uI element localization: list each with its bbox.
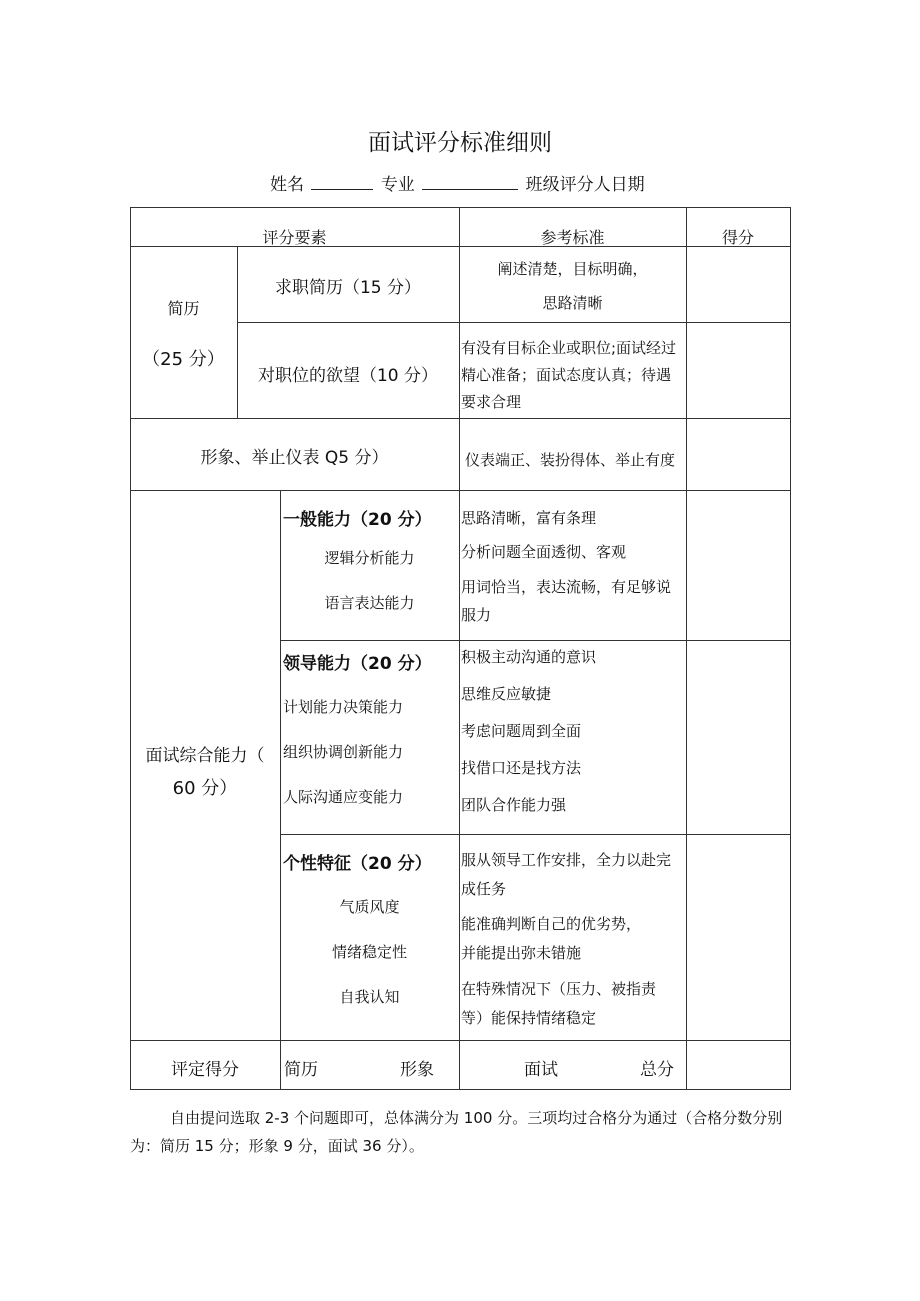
table-column-divider	[686, 207, 687, 1090]
standard-line: 思路清晰	[542, 294, 603, 312]
table-border-right	[790, 207, 791, 1090]
table-rule	[130, 490, 790, 491]
class-label: 班级评分人日期	[525, 175, 645, 195]
table-column-divider	[237, 246, 238, 418]
table-rule	[130, 418, 790, 419]
group-subitem: 自我认知	[339, 988, 400, 1006]
table-rule	[237, 322, 790, 323]
name-label: 姓名	[270, 175, 304, 195]
image-row-label: 形象、举止仪表 Q5 分）	[200, 448, 389, 468]
standard-line: 有没有目标企业或职位;面试经过	[461, 339, 677, 357]
footnote: 自由提问选取 2-3 个问题即可，总体满分为 100 分。三项均过合格分为通过（合格分数分别为：简历 15 分；形象 9 分，面试 36 分）。	[130, 1109, 783, 1155]
standard-line: 精心准备；面试态度认真；待遇	[461, 366, 672, 384]
final-image-label: 形象	[400, 1060, 434, 1080]
table-border-left	[130, 207, 131, 1090]
image-row-standard: 仪表端正、装扮得体、举止有度	[465, 451, 676, 469]
major-blank	[422, 174, 518, 190]
header-score: 得分	[721, 228, 754, 247]
final-interview-label: 面试	[524, 1060, 558, 1080]
resume-item-cv: 求职简历（15 分）	[274, 278, 422, 298]
name-blank	[311, 174, 373, 190]
standard-line: 分析问题全面透彻、客观	[461, 543, 627, 561]
table-border-bottom	[130, 1089, 790, 1090]
group-title-personality: 个性特征（20 分）	[283, 854, 432, 874]
resume-points: （25 分）	[142, 349, 225, 370]
standard-line: 考虑问题周到全面	[461, 722, 582, 740]
final-total-label: 总分	[640, 1060, 674, 1080]
table-rule	[130, 1040, 790, 1041]
standard-line: 服从领导工作安排，全力以赴完	[461, 851, 672, 869]
header-reference-standard: 参考标准	[540, 228, 605, 247]
document-title: 面试评分标准细则	[368, 130, 552, 156]
header-scoring-element: 评分要素	[262, 228, 327, 247]
group-subitem: 计划能力决策能力	[283, 698, 404, 716]
group-subitem: 语言表达能力	[324, 594, 415, 612]
standard-line: 等）能保持情绪稳定	[461, 1009, 597, 1027]
final-score-label: 评定得分	[171, 1060, 239, 1080]
group-subitem: 人际沟通应变能力	[283, 788, 404, 806]
standard-line: 团队合作能力强	[461, 796, 567, 814]
resume-label: 简历	[167, 299, 200, 318]
table-rule	[280, 640, 790, 641]
standard-line: 要求合理	[461, 393, 522, 411]
header-fields	[270, 170, 645, 195]
resume-item-desire: 对职位的欲望（10 分）	[257, 366, 439, 386]
interview-label: 面试综合能力（	[145, 746, 265, 766]
standard-line: 并能提出弥未错施	[461, 944, 582, 962]
group-subitem: 情绪稳定性	[331, 943, 407, 961]
group-title-general: 一般能力（20 分）	[283, 510, 432, 530]
standard-line: 能准确判断自己的优劣势，	[461, 915, 642, 933]
standard-line: 找借口还是找方法	[461, 759, 582, 777]
standard-line: 思维反应敏捷	[461, 685, 552, 703]
group-subitem: 逻辑分析能力	[324, 549, 415, 567]
group-subitem: 组织协调创新能力	[283, 743, 404, 761]
major-label: 专业	[380, 175, 415, 195]
standard-line: 积极主动沟通的意识	[461, 648, 597, 666]
table-column-divider	[459, 207, 460, 1090]
standard-line: 在特殊情况下（压力、被指责	[461, 980, 657, 998]
group-subitem: 气质风度	[339, 898, 400, 916]
interview-points: 60 分）	[172, 778, 238, 799]
standard-line: 思路清晰，富有条理	[461, 509, 597, 527]
table-border-top	[130, 207, 790, 208]
final-resume-label: 简历	[284, 1060, 318, 1080]
standard-line: 服力	[461, 606, 492, 624]
standard-line: 成任务	[461, 880, 507, 898]
standard-line: 阐述清楚，目标明确，	[497, 260, 648, 278]
standard-line: 用词恰当，表达流畅，有足够说	[461, 578, 672, 596]
table-rule	[280, 834, 790, 835]
group-title-leadership: 领导能力（20 分）	[283, 654, 432, 674]
